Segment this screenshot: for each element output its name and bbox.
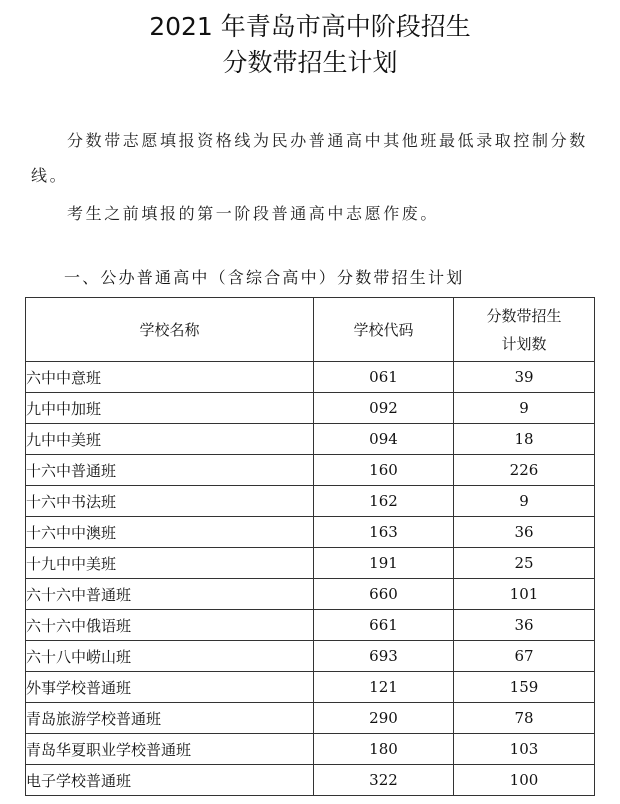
school-name-cell: 六十六中普通班 [26,579,314,610]
table-row [26,424,595,455]
header-plan-count-line1: 分数带招生 [486,306,562,325]
school-name-cell: 十六中普通班 [26,455,314,486]
plan-count-cell: 36 [454,517,595,548]
school-code-cell: 160 [314,455,454,486]
table-row [26,455,595,486]
school-code-cell: 661 [314,610,454,641]
header-school-code: 学校代码 [314,298,454,362]
school-code-cell: 660 [314,579,454,610]
plan-count-cell: 9 [454,393,595,424]
table-header-row [26,298,595,362]
school-name-cell: 外事学校普通班 [26,672,314,703]
school-name-cell: 十六中书法班 [26,486,314,517]
plan-count-cell: 100 [454,765,595,796]
school-name-cell: 青岛旅游学校普通班 [26,703,314,734]
school-code-cell: 163 [314,517,454,548]
school-code-cell: 162 [314,486,454,517]
plan-count-cell: 67 [454,641,595,672]
school-name-cell: 九中中美班 [26,424,314,455]
school-name-cell: 电子学校普通班 [26,765,314,796]
table-row [26,548,595,579]
school-name-cell: 六中中意班 [26,362,314,393]
school-code-cell: 061 [314,362,454,393]
plan-count-cell: 36 [454,610,595,641]
table-row [26,393,595,424]
school-code-cell: 092 [314,393,454,424]
plan-count-cell: 78 [454,703,595,734]
table-row [26,610,595,641]
document-title-line2: 分数带招生计划 [222,48,398,77]
school-code-cell: 121 [314,672,454,703]
table-row [26,517,595,548]
school-code-cell: 180 [314,734,454,765]
table-row [26,734,595,765]
table-row [26,672,595,703]
plan-count-cell: 159 [454,672,595,703]
document-title-line1: 2021 年青岛市高中阶段招生 [149,12,471,41]
school-code-cell: 290 [314,703,454,734]
plan-count-cell: 101 [454,579,595,610]
plan-count-cell: 25 [454,548,595,579]
school-name-cell: 九中中加班 [26,393,314,424]
school-name-cell: 六十八中崂山班 [26,641,314,672]
school-name-cell: 青岛华夏职业学校普通班 [26,734,314,765]
paragraph-eligibility: 分数带志愿填报资格线为民办普通高中其他班最低录取控制分数线。 [31,131,588,185]
header-plan-count [454,298,595,362]
enrollment-plan-table [25,297,595,796]
header-plan-count-line2: 计划数 [501,334,547,353]
table-row [26,765,595,796]
header-school-name: 学校名称 [26,298,314,362]
plan-count-cell: 103 [454,734,595,765]
school-name-cell: 十六中中澳班 [26,517,314,548]
school-name-cell: 六十六中俄语班 [26,610,314,641]
school-name-cell: 十九中中美班 [26,548,314,579]
plan-count-cell: 18 [454,424,595,455]
table-row [26,362,595,393]
table-row [26,641,595,672]
table-row [26,486,595,517]
school-code-cell: 322 [314,765,454,796]
school-code-cell: 693 [314,641,454,672]
section-heading: 一、公办普通高中（含综合高中）分数带招生计划 [64,268,465,287]
table-row [26,579,595,610]
plan-count-cell: 226 [454,455,595,486]
school-code-cell: 191 [314,548,454,579]
school-code-cell: 094 [314,424,454,455]
plan-count-cell: 39 [454,362,595,393]
table-row [26,703,595,734]
paragraph-void-notice: 考生之前填报的第一阶段普通高中志愿作废。 [67,204,440,223]
plan-count-cell: 9 [454,486,595,517]
